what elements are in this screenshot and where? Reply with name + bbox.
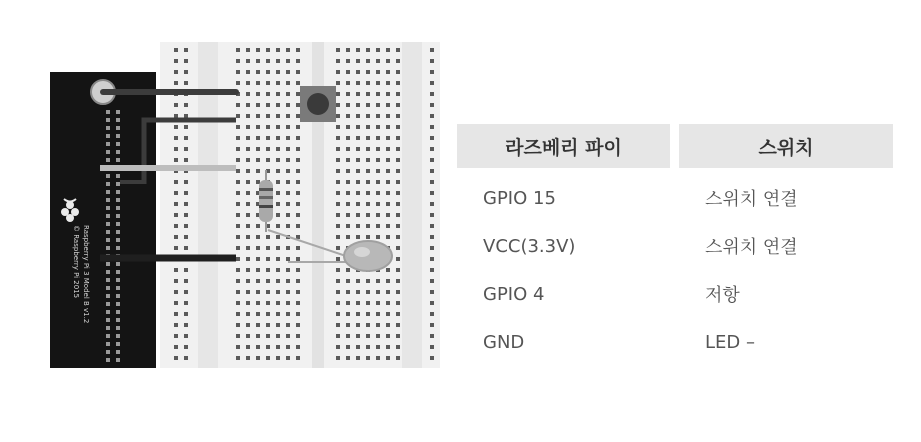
connection-cell: 스위치 연결 xyxy=(705,189,798,210)
connection-cell: 저항 xyxy=(705,285,740,306)
connection-cell: 스위치 연결 xyxy=(705,237,798,258)
board-copyright-label: © Raspberry Pi 2015 xyxy=(72,225,80,299)
table-row xyxy=(457,222,893,270)
header-raspberry-pi: 라즈베리 파이 xyxy=(457,124,679,168)
header-switch: 스위치 xyxy=(679,124,893,168)
push-button-cap xyxy=(307,93,329,115)
wiring-diagram xyxy=(0,0,450,442)
pi-pin-cell: VCC(3.3V) xyxy=(483,235,576,257)
pin-mapping-table xyxy=(457,124,893,366)
resistor xyxy=(259,180,273,222)
pi-pin-cell: GND xyxy=(483,331,525,353)
table-row xyxy=(457,318,893,366)
pi-pin-cell: GPIO 4 xyxy=(483,283,545,305)
raspberry-pi-board xyxy=(50,72,156,368)
connection-cell: LED – xyxy=(705,331,755,353)
board-model-label: Raspberry Pi 3 Model B v1.2 xyxy=(82,225,90,324)
table-header-row xyxy=(457,124,893,168)
led xyxy=(344,241,392,271)
pi-pin-cell: GPIO 15 xyxy=(483,187,556,209)
table-row xyxy=(457,270,893,318)
breadboard-rail-right xyxy=(402,42,422,368)
table-row xyxy=(457,168,893,222)
